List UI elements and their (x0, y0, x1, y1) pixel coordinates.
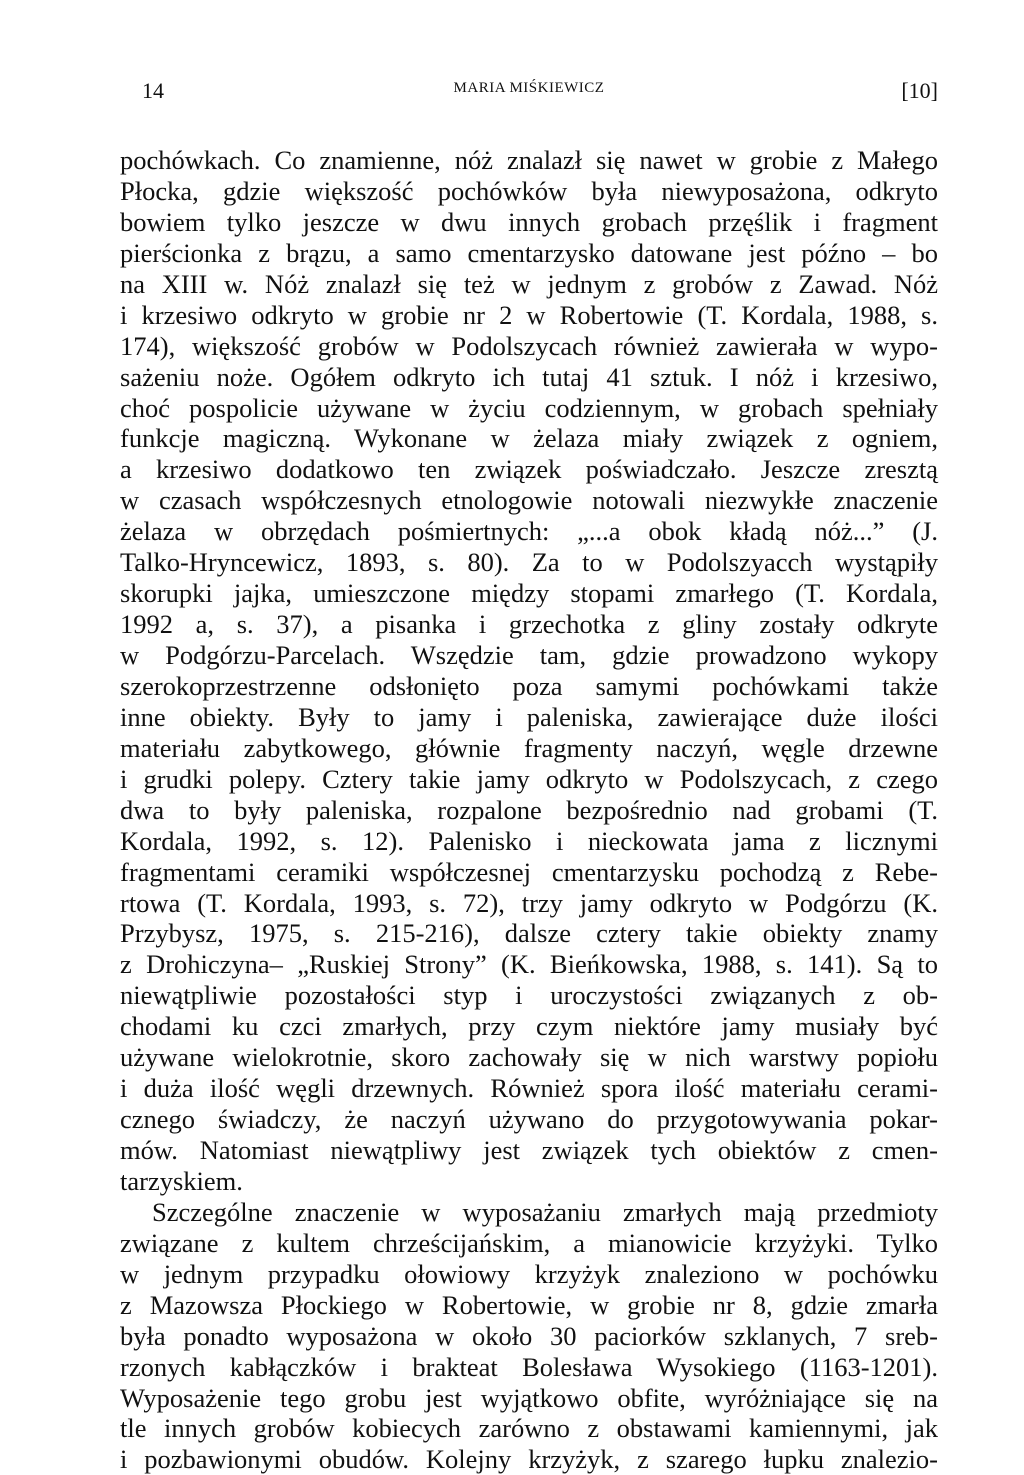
page-number: 14 (142, 78, 164, 103)
text-line: sażeniu noże. Ogółem odkryto ich tutaj 41 sztuk. I nóż i krzesiwo, (120, 361, 938, 392)
text-line: w jednym przypadku ołowiowy krzyżyk znaleziono w pochówku (120, 1258, 938, 1289)
text-line: Płocka, gdzie większość pochówków była niewyposażona, odkryto (120, 175, 938, 206)
text-line: tle innych grobów kobiecych zarówno z obstawami kamiennymi, jak (120, 1413, 938, 1444)
text-line: dwa to były paleniska, rozpalone bezpośrednio nad grobami (T. (120, 794, 938, 825)
text-line: szerokoprzestrzenne odsłonięto poza samymi pochówkami także (120, 670, 938, 701)
text-line: rzonych kabłączków i brakteat Bolesława Wysokiego (1163-1201). (120, 1351, 938, 1382)
text-line: 174), większość grobów w Podolszycach również zawierała w wypo- (120, 330, 938, 361)
text-line: w Podgórzu-Parcelach. Wszędzie tam, gdzie prowadzono wykopy (120, 640, 938, 670)
text-line: 1992 a, s. 37), a pisanka i grzechotka z gliny zostały odkryte (120, 609, 938, 640)
text-line: rtowa (T. Kordala, 1993, s. 72), trzy jamy odkryto w Podgórzu (K. (120, 887, 938, 918)
text-line: niewątpliwie pozostałości styp i uroczystości związanych z ob- (120, 980, 938, 1011)
text-line: materiału zabytkowego, głównie fragmenty naczyń, węgle drzewne (120, 732, 938, 763)
text-line: Talko-Hryncewicz, 1893, s. 80). Za to w Podolszyacch wystąpiły (120, 547, 938, 578)
running-header (120, 70, 938, 110)
text-line: pochówkach. Co znamienne, nóż znalazł się nawet w grobie z Małego (120, 145, 938, 175)
section-marker: [10] (901, 78, 938, 103)
text-line: chodami ku czci zmarłych, przy czym niektóre jamy musiały być (120, 1011, 938, 1042)
text-line: związane z kultem chrześcijańskim, a mianowicie krzyżyki. Tylko (120, 1227, 938, 1258)
text-line: funkcje magiczną. Wykonane w żelaza miały związek z ogniem, (120, 423, 938, 454)
text-line: i grudki polepy. Cztery takie jamy odkryto w Podolszycach, z czego (120, 763, 938, 794)
text-line: a krzesiwo dodatkowo ten związek poświadczało. Jeszcze zresztą (120, 454, 938, 485)
body-text (120, 145, 938, 1475)
text-line: Przybysz, 1975, s. 215-216), dalsze cztery takie obiekty znamy (120, 918, 938, 949)
text-line: i pozbawionymi obudów. Kolejny krzyżyk, z szarego łupku znalezio- (120, 1444, 938, 1475)
text-line: na XIII w. Nóż znalazł się też w jednym z grobów z Zawad. Nóż (120, 268, 938, 299)
text-line: inne obiekty. Były to jamy i paleniska, zawierające duże ilości (120, 701, 938, 732)
text-line: choć pospolicie używane w życiu codziennym, w grobach spełniały (120, 392, 938, 423)
text-line: była ponadto wyposażona w około 30 paciorków szklanych, 7 sreb- (120, 1320, 938, 1351)
text-line: fragmentami ceramiki współczesnej cmentarzysku pochodzą z Rebe- (120, 856, 938, 887)
text-line: bowiem tylko jeszcze w dwu innych grobach przęślik i fragment (120, 206, 938, 237)
text-line: z Drohiczyna– „Ruskiej Strony” (K. Bieńkowska, 1988, s. 141). Są to (120, 949, 938, 980)
text-line: skorupki jajka, umieszczone między stopami zmarłego (T. Kordala, (120, 578, 938, 609)
document-page (120, 70, 938, 1475)
running-head-author: MARIA MIŚKIEWICZ (453, 80, 605, 96)
text-line: używane wielokrotnie, skoro zachowały się w nich warstwy popiołu (120, 1042, 938, 1073)
text-line: żelaza w obrzędach pośmiertnych: „...a obok kładą nóż...” (J. (120, 516, 938, 547)
text-line: z Mazowsza Płockiego w Robertowie, w grobie nr 8, gdzie zmarła (120, 1289, 938, 1320)
text-line: pierścionka z brązu, a samo cmentarzysko datowane jest późno – bo (120, 237, 938, 268)
text-line: w czasach współczesnych etnologowie notowali niezwykłe znaczenie (120, 485, 938, 516)
text-line: Kordala, 1992, s. 12). Palenisko i nieckowata jama z licznymi (120, 825, 938, 856)
text-line: mów. Natomiast niewątpliwy jest związek tych obiektów z cmen- (120, 1135, 938, 1165)
text-line: i duża ilość węgli drzewnych. Również spora ilość materiału cerami- (120, 1073, 938, 1104)
text-line: Wyposażenie tego grobu jest wyjątkowo obfite, wyróżniające się na (120, 1382, 938, 1413)
text-line: tarzyskiem. (120, 1165, 243, 1196)
text-line: Szczególne znaczenie w wyposażaniu zmarłych mają przedmioty (152, 1196, 938, 1227)
text-line: cznego świadczy, że naczyń używano do przygotowywania pokar- (120, 1104, 938, 1135)
text-line: i krzesiwo odkryto w grobie nr 2 w Robertowie (T. Kordala, 1988, s. (120, 299, 938, 330)
